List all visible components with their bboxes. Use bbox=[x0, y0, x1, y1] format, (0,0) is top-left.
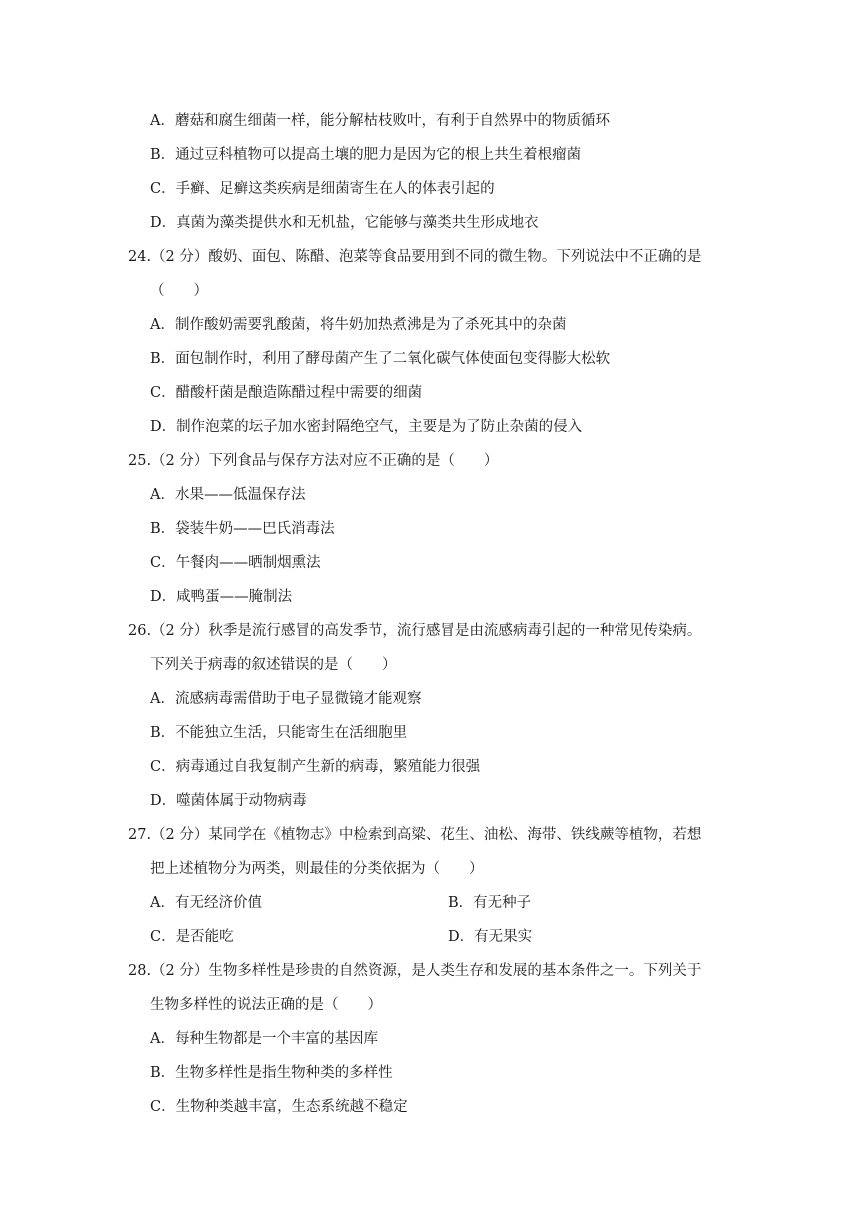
q24-option-c: C．醋酸杆菌是酿造陈醋过程中需要的细菌 bbox=[150, 385, 423, 401]
q23-option-d: D．真菌为藻类提供水和无机盐，它能够与藻类共生形成地衣 bbox=[150, 215, 539, 231]
q27-stem: 27.（2 分）某同学在《植物志》中检索到高粱、花生、油松、海带、铁线蕨等植物，若想 bbox=[128, 827, 702, 843]
q26-stem-cont: 下列关于病毒的叙述错误的是（ ） bbox=[150, 657, 397, 673]
q26-stem: 26.（2 分）秋季是流行感冒的高发季节，流行感冒是由流感病毒引起的一种常见传染病。 bbox=[128, 623, 702, 639]
q28-option-c: C．生物种类越丰富，生态系统越不稳定 bbox=[150, 1099, 408, 1115]
q23-option-b: B．通过豆科植物可以提高土壤的肥力是因为它的根上共生着根瘤菌 bbox=[150, 147, 582, 163]
q27-option-b: B．有无种子 bbox=[448, 895, 532, 911]
q24-option-d: D．制作泡菜的坛子加水密封隔绝空气，主要是为了防止杂菌的侵入 bbox=[150, 419, 583, 435]
q26-option-d: D．噬菌体属于动物病毒 bbox=[150, 793, 307, 809]
q24-stem-cont: （ ） bbox=[150, 283, 208, 299]
q27-option-a: A．有无经济价值 bbox=[150, 895, 262, 911]
q25-option-d: D．咸鸭蛋——腌制法 bbox=[150, 589, 293, 605]
q23-option-c: C．手癣、足癣这类疾病是细菌寄生在人的体表引起的 bbox=[150, 181, 495, 197]
q28-option-b: B．生物多样性是指生物种类的多样性 bbox=[150, 1065, 393, 1081]
q24-option-a: A．制作酸奶需要乳酸菌，将牛奶加热煮沸是为了杀死其中的杂菌 bbox=[150, 317, 567, 333]
q28-option-a: A．每种生物都是一个丰富的基因库 bbox=[150, 1031, 378, 1047]
q25-option-c: C．午餐肉——晒制烟熏法 bbox=[150, 555, 321, 571]
q25-option-a: A．水果——低温保存法 bbox=[150, 487, 306, 503]
q24-stem: 24.（2 分）酸奶、面包、陈醋、泡菜等食品要用到不同的微生物。下列说法中不正确的是 bbox=[128, 249, 702, 265]
q25-stem: 25.（2 分）下列食品与保存方法对应不正确的是（ ） bbox=[128, 453, 499, 469]
q25-option-b: B．袋装牛奶——巴氏消毒法 bbox=[150, 521, 335, 537]
q26-option-a: A．流感病毒需借助于电子显微镜才能观察 bbox=[150, 691, 422, 707]
q24-option-b: B．面包制作时，利用了酵母菌产生了二氧化碳气体使面包变得膨大松软 bbox=[150, 351, 611, 367]
q28-stem-cont: 生物多样性的说法正确的是（ ） bbox=[150, 997, 382, 1013]
q23-option-a: A．蘑菇和腐生细菌一样，能分解枯枝败叶，有利于自然界中的物质循环 bbox=[150, 113, 610, 129]
q27-stem-cont: 把上述植物分为两类，则最佳的分类依据为（ ） bbox=[150, 861, 484, 877]
q28-stem: 28.（2 分）生物多样性是珍贵的自然资源，是人类生存和发展的基本条件之一。下列关于 bbox=[128, 963, 702, 979]
q27-option-c: C．是否能吃 bbox=[150, 929, 234, 945]
q26-option-b: B．不能独立生活，只能寄生在活细胞里 bbox=[150, 725, 408, 741]
q27-option-d: D．有无果实 bbox=[448, 929, 533, 945]
q26-option-c: C．病毒通过自我复制产生新的病毒，繁殖能力很强 bbox=[150, 759, 481, 775]
